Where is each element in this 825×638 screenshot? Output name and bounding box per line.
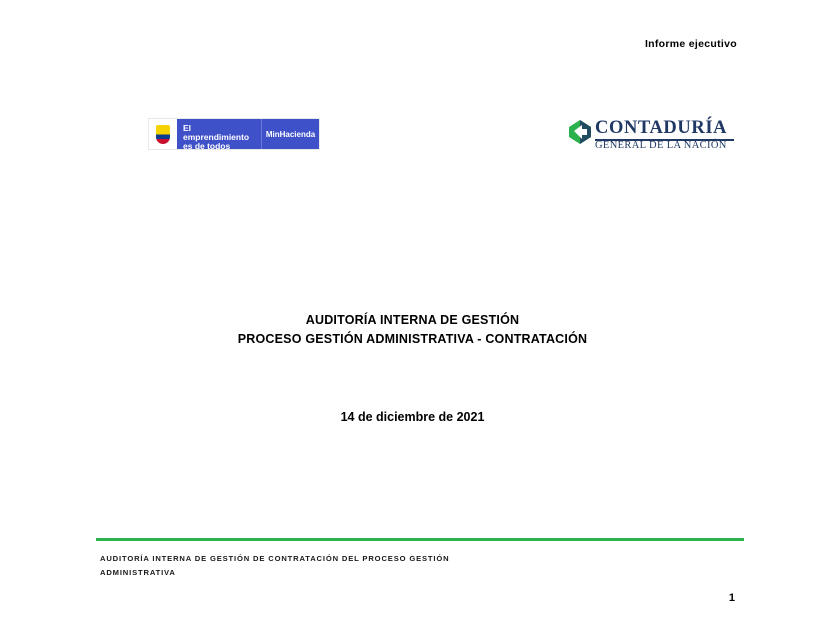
gov-slogan-line1: El emprendimiento [183, 123, 250, 142]
footer-text [100, 552, 620, 580]
contaduria-general-logo [569, 118, 734, 152]
page-number: 1 [728, 592, 735, 604]
page-title [0, 311, 825, 349]
gov-slogan [177, 119, 261, 149]
cgn-title: CONTADURÍA [595, 118, 728, 138]
colombia-shield-icon [149, 119, 177, 149]
document-date: 14 de diciembre de 2021 [340, 410, 485, 424]
footer-divider [96, 538, 744, 541]
cgn-subtitle: GENERAL DE LA NACIÓN [595, 140, 727, 151]
gov-co-minhacienda-logo [148, 118, 320, 150]
title-line-2: PROCESO GESTIÓN ADMINISTRATIVA - CONTRATACIÓN [237, 332, 588, 346]
footer-line-1: AUDITORÍA INTERNA DE GESTIÓN DE CONTRATACIÓN DEL PROCESO GESTIÓN [100, 554, 450, 563]
footer-line-2: ADMINISTRATIVA [100, 568, 176, 577]
header-note: Informe ejecutivo [644, 38, 737, 50]
minhacienda-label: MinHacienda [261, 119, 319, 149]
title-line-1: AUDITORÍA INTERNA DE GESTIÓN [305, 313, 520, 327]
gov-slogan-line2: es de todos [183, 140, 231, 151]
cgn-arrow-mark-icon [569, 120, 591, 144]
